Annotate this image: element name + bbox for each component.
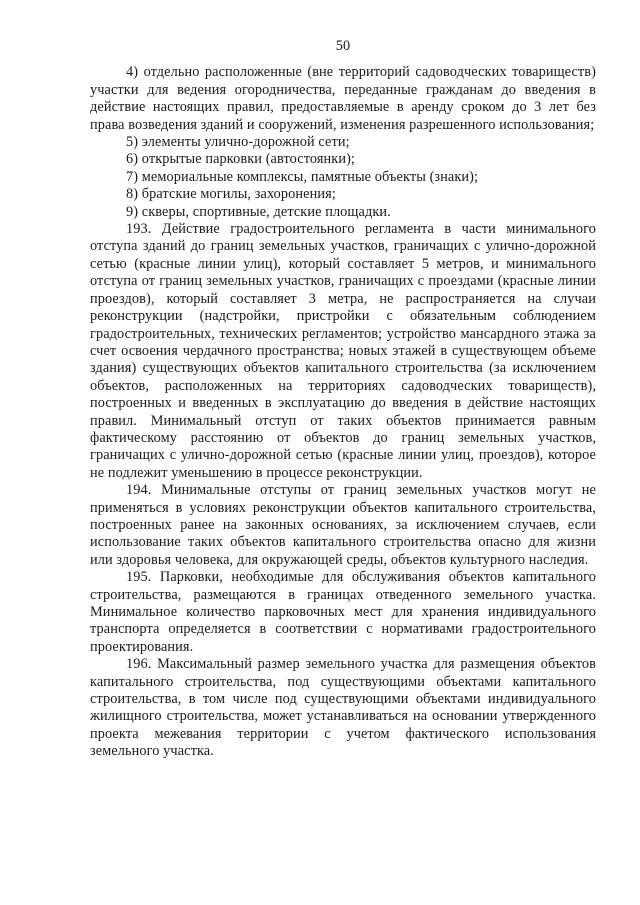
- document-page: [90, 38, 596, 761]
- list-item-5: 5) элементы улично-дорожной сети;: [126, 134, 350, 151]
- page-number: 50: [335, 38, 351, 54]
- list-item-7: 7) мемориальные комплексы, памятные объекты (знаки);: [126, 168, 479, 185]
- list-item-6: 6) открытые парковки (автостоянки);: [126, 151, 356, 168]
- list-item-9: 9) скверы, спортивные, детские площадки.: [126, 203, 391, 220]
- paragraph-193: 193. Действие градостроительного регламента в части минимального отступа зданий до границ земельных участков, граничащих с улично-дорожной сетью (красные линии улиц), который составляет 5 метров, и минимального отступа от границ земельных участков, граничащих с проездами (красные линии проездов), который составляет 3 метра, не распространяется на случаи реконструкции (надстройки, пристройки с обязательным соблюдением градостроительных, технических регламентов; устройство мансардного этажа за счет освоения чердачного пространства; новых этажей в существующем объеме здания) существующих объектов капитального строительства (за исключением объектов, расположенных на территориях садоводческих товариществ), построенных и введенных в эксплуатацию до введения в действие настоящих правил. Минимальный отступ от таких объектов принимается равным фактическому расстоянию от объектов до границ земельных участков, граничащих с улично-дорожной сетью (красные линии улиц, проездов), которое не подлежит уменьшению в процессе реконструкции.: [90, 221, 596, 481]
- paragraph-194: 194. Минимальные отступы от границ земельных участков могут не применяться в условиях реконструкции объектов капитального строительства, построенных ранее на законных основаниях, за исключением случаев, если использование таких объектов капитального строительства опасно для жизни или здоровья человека, для окружающей среды, объектов культурного наследия.: [90, 482, 596, 568]
- paragraph-195: 195. Парковки, необходимые для обслуживания объектов капитального строительства, размещаются в границах отведенного земельного участка. Минимальное количество парковочных мест для хранения индивидуального транспорта определяется в соответствии с нормативами градостроительного проектирования.: [90, 569, 596, 655]
- list-item-4: 4) отдельно расположенные (вне территорий садоводческих товариществ) участки для ведения огородничества, переданные гражданам до введения в действие настоящих правил, предоставляемые в аренду сроком до 3 лет без права возведения зданий и сооружений, изменения разрешенного использования;: [90, 64, 596, 133]
- paragraph-196: 196. Максимальный размер земельного участка для размещения объектов капитального строительства, под существующими объектами капитального строительства, в том числе под существующими объектами индивидуального жилищного строительства, может устанавливаться на основании утвержденного проекта межевания территории с учетом фактического использования земельного участка.: [90, 656, 596, 760]
- list-item-8: 8) братские могилы, захоронения;: [126, 186, 336, 203]
